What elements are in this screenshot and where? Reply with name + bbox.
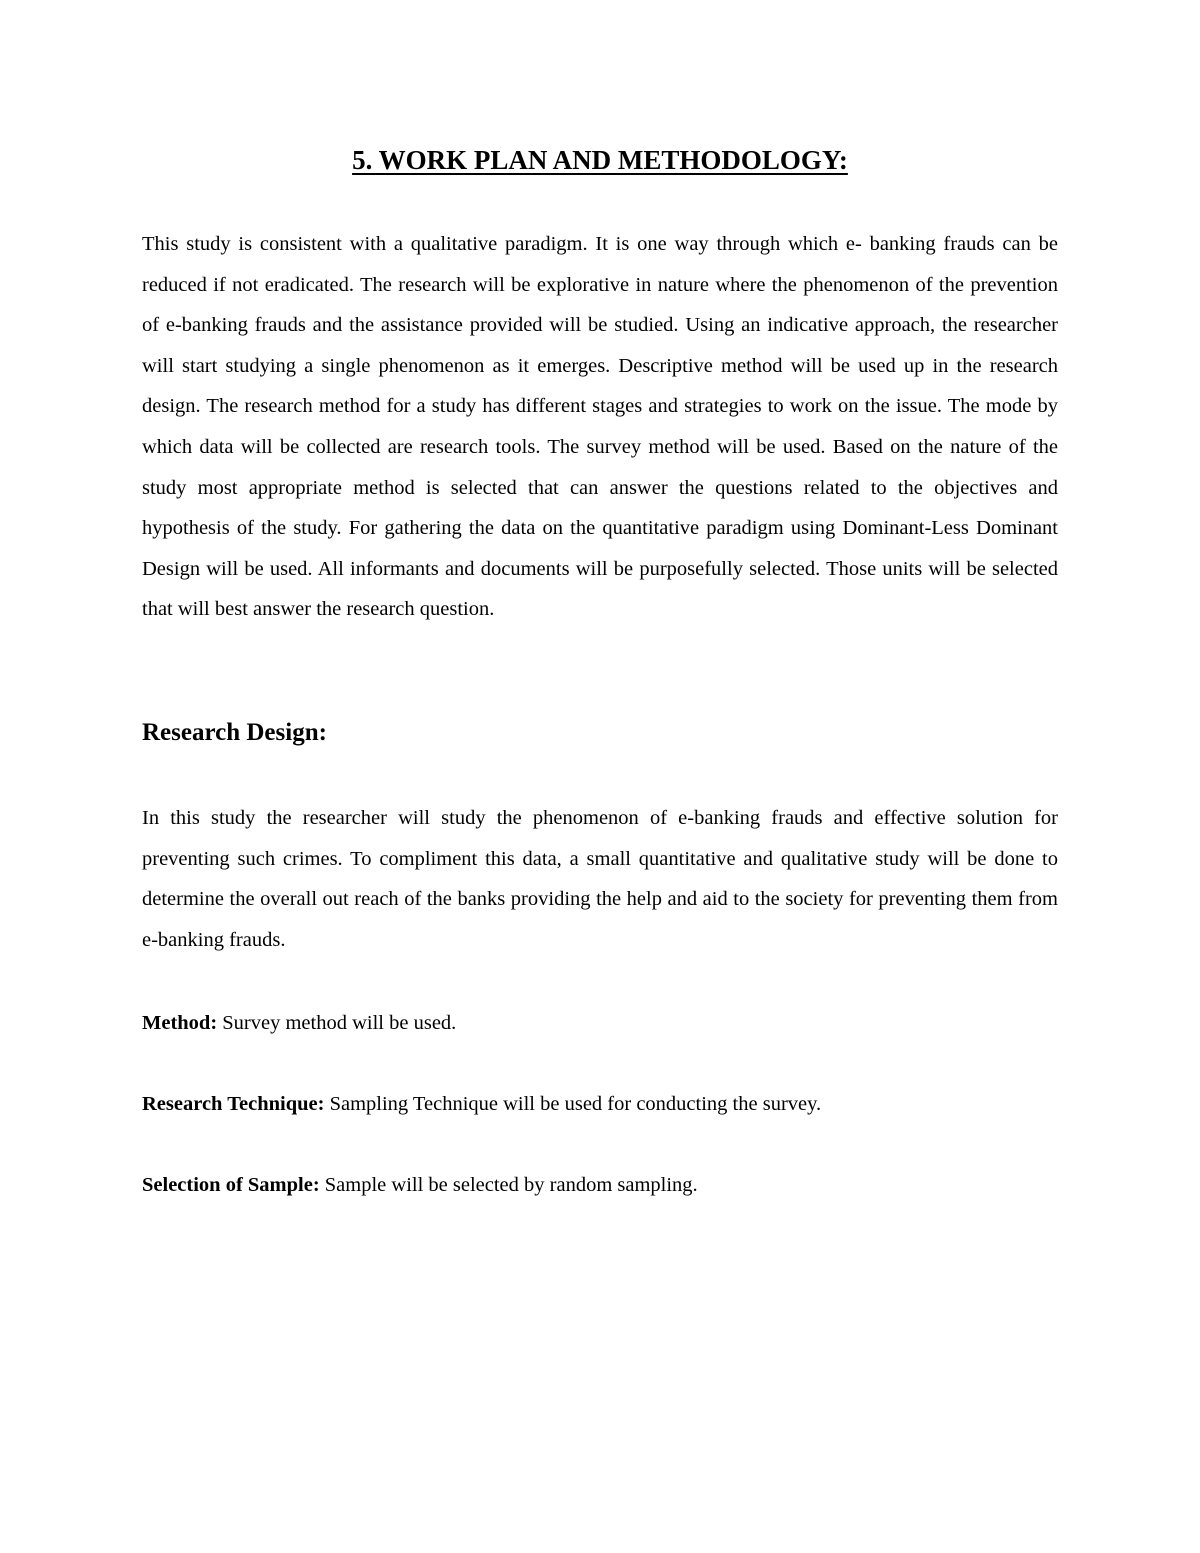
- research-design-heading: Research Design:: [142, 719, 327, 746]
- method-text: Survey method will be used.: [217, 1012, 457, 1034]
- method-label: Method:: [142, 1012, 218, 1034]
- research-technique-text: Sampling Technique will be used for conducting the survey.: [324, 1093, 822, 1115]
- selection-of-sample-text: Sample will be selected by random sampling.: [319, 1174, 698, 1196]
- research-technique-line: [142, 1089, 1058, 1119]
- method-line: [142, 1008, 1058, 1038]
- research-design-paragraph: In this study the researcher will study the phenomenon of e-banking frauds and effective solution for preventing such crimes. To compliment this data, a small quantitative and qualitative study will be done to determine the overall out reach of the banks providing the help and aid to the society for preventing them from e-banking frauds.: [142, 807, 1058, 951]
- selection-of-sample-line: [142, 1170, 1058, 1200]
- intro-paragraph: This study is consistent with a qualitative paradigm. It is one way through which e- banking frauds can be reduced if not eradicated. The research will be explorative in nature where the phenomenon of the prevention of e-banking frauds and the assistance provided will be studied. Using an indicative approach, the researcher will start studying a single phenomenon as it emerges. Descriptive method will be used up in the research design. The research method for a study has different stages and strategies to work on the issue. The mode by which data will be collected are research tools. The survey method will be used. Based on the nature of the study most appropriate method is selected that can answer the questions related to the objectives and hypothesis of the study. For gathering the data on the quantitative paradigm using Dominant-Less Dominant Design will be used. All informants and documents will be purposefully selected. Those units will be selected that will best answer the research question.: [142, 233, 1058, 621]
- research-technique-label: Research Technique:: [142, 1093, 325, 1115]
- selection-of-sample-label: Selection of Sample:: [142, 1174, 320, 1196]
- page-title: 5. WORK PLAN AND METHODOLOGY:: [352, 145, 848, 175]
